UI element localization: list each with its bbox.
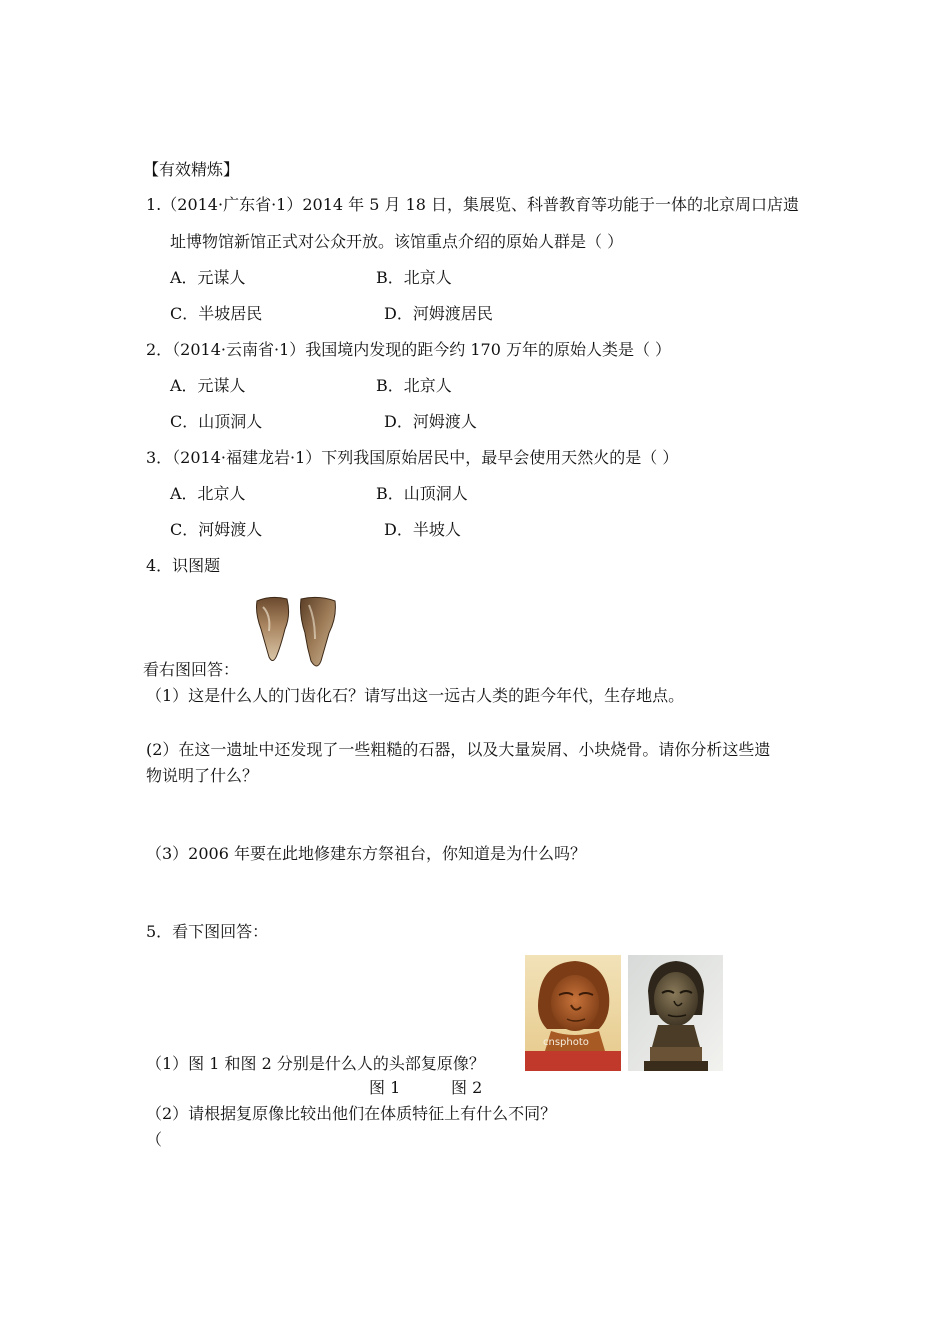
incisor-fossil-image — [253, 595, 339, 671]
figure1-label: 图 1 — [369, 1078, 401, 1097]
q1-stem-line2: 址博物馆新馆正式对公众开放。该馆重点介绍的原始人群是（ ） — [170, 232, 624, 251]
q1-option-b: B．北京人 — [376, 268, 452, 287]
q3-stem: 3．（2014·福建龙岩·1）下列我国原始居民中，最早会使用天然火的是（ ） — [146, 448, 679, 467]
q2-option-a: A．元谋人 — [170, 376, 246, 395]
figure2-label: 图 2 — [451, 1078, 483, 1097]
q1-stem-line1: 1.（2014·广东省·1）2014 年 5 月 18 日，集展览、科普教育等功能于一体的北京周口店遗 — [146, 195, 800, 214]
q5-sub2: （2）请根据复原像比较出他们在体质特征上有什么不同？ — [146, 1104, 557, 1123]
section-title: 【有效精炼】 — [143, 160, 240, 179]
figure1-watermark: cnsphoto — [543, 1037, 589, 1048]
q5-title: 5．看下图回答： — [146, 922, 269, 941]
q3-option-c: C．河姆渡人 — [170, 520, 263, 539]
q4-sub1: （1）这是什么人的门齿化石？请写出这一远古人类的距今年代，生存地点。 — [146, 686, 685, 705]
q4-sub2-line1: (2）在这一遗址中还发现了一些粗糙的石器，以及大量炭屑、小块烧骨。请你分析这些遗 — [146, 740, 771, 759]
q4-title: 4．识图题 — [146, 556, 221, 575]
q3-option-b: B．山顶洞人 — [376, 484, 468, 503]
q2-stem: 2．（2014·云南省·1）我国境内发现的距今约 170 万年的原始人类是（ ） — [146, 340, 672, 359]
figure1-head-reconstruction — [525, 955, 621, 1071]
q1-option-a: A．元谋人 — [170, 268, 246, 287]
q2-option-d: D．河姆渡人 — [384, 412, 477, 431]
q5-sub3: （ — [146, 1130, 163, 1149]
q5-sub1: （1）图 1 和图 2 分别是什么人的头部复原像？ — [146, 1054, 485, 1073]
q3-option-d: D．半坡人 — [384, 520, 461, 539]
q4-intro: 看右图回答： — [143, 660, 240, 679]
q1-option-c: C．半坡居民 — [170, 304, 263, 323]
q3-option-a: A．北京人 — [170, 484, 246, 503]
q2-option-b: B．北京人 — [376, 376, 452, 395]
q1-option-d: D．河姆渡居民 — [384, 304, 493, 323]
q2-option-c: C．山顶洞人 — [170, 412, 263, 431]
figure2-bronze-bust — [628, 955, 723, 1071]
q4-sub3: （3）2006 年要在此地修建东方祭祖台，你知道是为什么吗？ — [146, 844, 586, 863]
q4-sub2-line2: 物说明了什么？ — [146, 766, 259, 785]
